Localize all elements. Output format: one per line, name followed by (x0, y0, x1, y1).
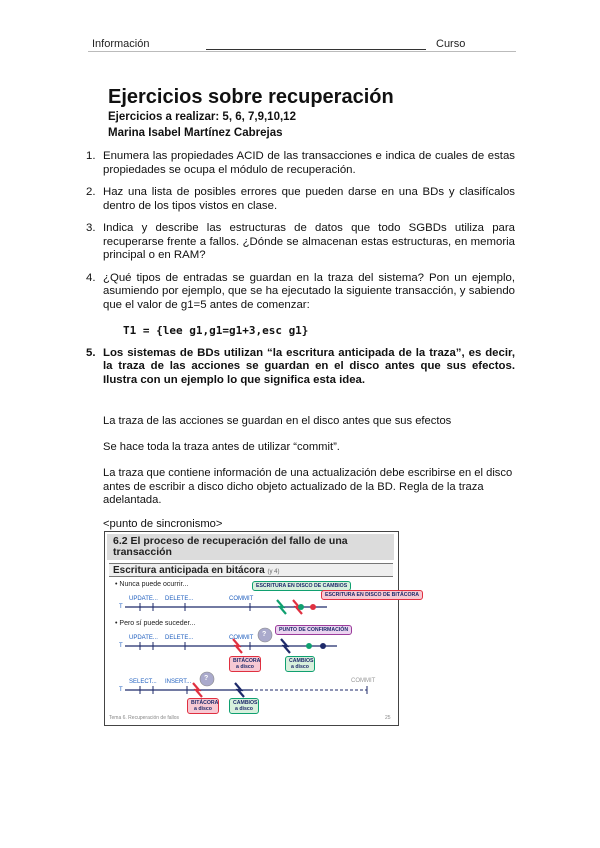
transaction-code: T1 = {lee g1,g1=g1+3,esc g1} (123, 324, 309, 337)
select-label: SELECT... (129, 679, 157, 685)
case-never-label: • Nunca puede ocurrir... (115, 581, 189, 588)
question-item: 1. Enumera las propiedades ACID de las transacciones e indica de cuales de estas propiedades se ocupa el módulo de recuperación. (86, 150, 515, 176)
bubble-bitacora-disco: BITÁCORA a disco (229, 656, 261, 672)
insert-label: INSERT... (165, 679, 192, 685)
question-item: 4. ¿Qué tipos de entradas se guardan en la traza del sistema? Pon un ejemplo, asumiendo por ejemplo, que se ha ejecutado la siguiente transacción, y sabiendo que el valor de g1=5 antes de comenzar: T1 = {lee g1,g1=g1+3,esc g1} (86, 271, 515, 337)
delete-label: DELETE... (165, 596, 194, 602)
header-right: Curso (436, 38, 466, 50)
bubble-bitacora-disco: BITÁCORA a disco (187, 698, 219, 714)
update-label: UPDATE... (129, 596, 158, 602)
author-name: Marina Isabel Martínez Cabrejas (108, 127, 283, 139)
page-title: Ejercicios sobre recuperación (108, 86, 394, 108)
slide-section: Escritura anticipada en bitácora (y 4) (109, 563, 393, 577)
question-item: 5. Los sistemas de BDs utilizan “la escritura anticipada de la traza”, es decir, la traza de las acciones se guardan en el disco antes que sus efectos. Ilustra con un ejemplo lo que significa esta idea. (86, 346, 515, 386)
questions-list (83, 150, 515, 396)
question-icon: ? (262, 631, 267, 638)
commit-label: COMMIT (351, 678, 376, 684)
bubble-escritura-bitacora: ESCRITURA EN DISCO DE BITÁCORA (321, 590, 423, 600)
page-header (88, 38, 516, 52)
delete-label: DELETE... (165, 635, 194, 641)
commit-label: COMMIT (229, 596, 254, 602)
bubble-punto-confirmacion: PUNTO DE CONFIRMACIÓN (275, 625, 352, 635)
timeline-diagram (105, 532, 398, 725)
t-label: T (119, 604, 123, 610)
bubble-cambios-disco: CAMBIOS a disco (285, 656, 315, 672)
sync-point-label: <punto de sincronismo> (103, 518, 223, 530)
update-label: UPDATE... (129, 635, 158, 641)
case-can-label: • Pero sí puede suceder... (115, 620, 196, 627)
t-label: T (119, 643, 123, 649)
slide-footer: Tema 6. Recuperación de fallos (109, 715, 180, 721)
answer-paragraph: La traza que contiene información de una actualización debe escribirse en el disco antes de escribir a disco dicho objeto actualizado de la BD. Regla de la traza adelantada. (103, 467, 513, 506)
question-item: 3. Indica y describe las estructuras de datos que todo SGBDs utiliza para recuperarse frente a fallos. ¿Dónde se almacenan estas estructuras, en memoria principal o en RAM? (86, 222, 515, 261)
header-underline (88, 51, 516, 52)
question-icon: ? (204, 675, 209, 682)
exercise-list: Ejercicios a realizar: 5, 6, 7,9,10,12 (108, 111, 296, 123)
bubble-escritura-cambios: ESCRITURA EN DISCO DE CAMBIOS (252, 581, 351, 591)
header-left: Información (92, 38, 150, 50)
header-rule (206, 49, 426, 50)
question-item: 2. Haz una lista de posibles errores que pueden darse en una BDs y clasifícalos dentro de los tipos vistos en clase. (86, 186, 515, 212)
slide-page-number: 25 (385, 715, 391, 721)
answer-paragraph: La traza de las acciones se guardan en el disco antes que sus efectos (103, 415, 452, 427)
slide-title: 6.2 El proceso de recuperación del fallo de una transacción (107, 534, 394, 560)
commit-label: COMMIT (229, 635, 254, 641)
answer-paragraph: Se hace toda la traza antes de utilizar “commit”. (103, 441, 340, 453)
slide-figure (104, 531, 420, 726)
bubble-cambios-disco: CAMBIOS a disco (229, 698, 259, 714)
t-label: T (119, 687, 123, 693)
